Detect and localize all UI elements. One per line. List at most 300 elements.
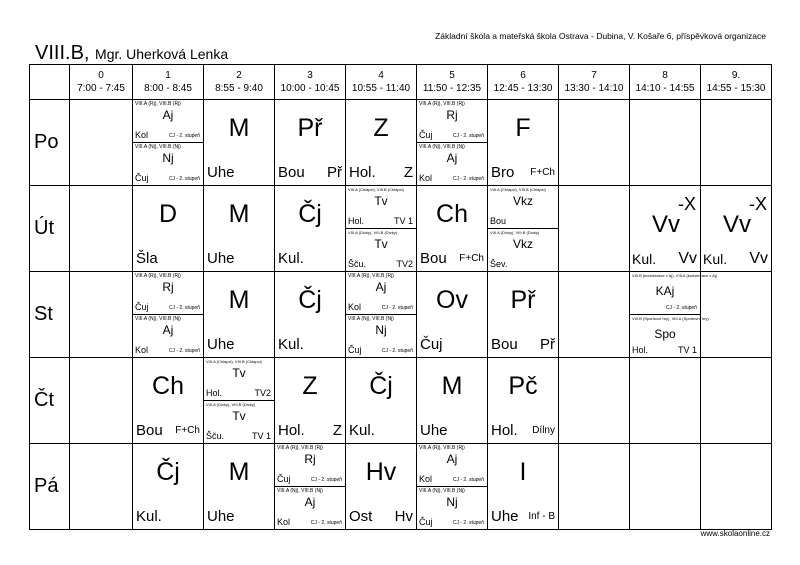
lesson-teacher: Kol — [419, 474, 433, 484]
lesson-teacher: Čuj — [419, 517, 433, 527]
lesson — [204, 100, 274, 185]
lesson-teacher: Uhe — [207, 508, 235, 525]
day-name: Po — [30, 100, 70, 186]
period-time: 13:30 - 14:10 — [564, 83, 624, 94]
lesson-group: VIII.A (Rj), VIII.B (Rj) — [277, 445, 323, 451]
period-number: 6 — [520, 70, 526, 81]
lesson-subject: M — [228, 114, 250, 142]
lesson-half — [488, 229, 558, 271]
lesson-subject: M — [441, 372, 463, 400]
period-header — [275, 65, 346, 100]
empty-lesson — [70, 100, 132, 185]
lesson-teacher: Šla — [136, 250, 158, 267]
period-number: 8 — [662, 70, 668, 81]
lesson — [417, 444, 487, 529]
lesson-subject: Př — [510, 286, 536, 314]
lesson-teacher: Čuj — [277, 474, 291, 484]
period-number: 7 — [591, 70, 597, 81]
period-time: 14:55 - 15:30 — [706, 83, 766, 94]
lesson-subject: Z — [302, 372, 318, 400]
lesson — [275, 272, 345, 357]
lesson-teacher: Bou — [491, 336, 518, 353]
lesson — [417, 358, 487, 443]
lesson-room: CJ - 2. stupeň — [168, 348, 200, 354]
lesson-subject: I — [519, 458, 527, 486]
lesson-half — [133, 143, 203, 185]
lesson-teacher: Kul. — [703, 251, 728, 267]
period-time: 14:10 - 14:55 — [635, 83, 695, 94]
timetable-cell — [417, 100, 488, 186]
timetable-cell — [701, 100, 772, 186]
lesson-half — [346, 186, 416, 229]
lesson-room: F+Ch — [459, 253, 484, 264]
lesson-room: Vv — [678, 250, 697, 267]
period-header — [559, 65, 630, 100]
timetable-cell — [417, 358, 488, 444]
lesson-teacher: Hol. — [278, 422, 305, 439]
lesson-room: CJ - 2. stupeň — [168, 133, 200, 139]
lesson-room: Hv — [394, 508, 413, 525]
timetable-cell — [204, 444, 275, 530]
timetable-cell — [417, 444, 488, 530]
lesson-teacher: Čuj — [419, 130, 433, 140]
lesson-half — [417, 444, 487, 487]
lesson — [133, 272, 203, 357]
lesson-teacher: Bou — [136, 422, 163, 439]
lesson — [701, 186, 771, 271]
lesson-subject: Př — [297, 114, 323, 142]
period-time: 10:55 - 11:40 — [351, 83, 411, 94]
lesson-teacher: Kol — [348, 302, 362, 312]
lesson-note: -X — [749, 194, 767, 214]
day-row — [30, 186, 772, 272]
timetable-cell — [346, 186, 417, 272]
period-time: 8:55 - 9:40 — [215, 83, 263, 94]
lesson-teacher: Kul. — [632, 251, 657, 267]
period-header — [204, 65, 275, 100]
lesson-half — [417, 100, 487, 143]
empty-lesson — [559, 100, 629, 185]
lesson-room: TV2 — [254, 388, 271, 398]
lesson-subject: Tv — [232, 366, 246, 380]
period-number: 0 — [98, 70, 104, 81]
lesson-half — [133, 100, 203, 143]
lesson — [204, 444, 274, 529]
timetable-cell — [346, 358, 417, 444]
lesson-group: VIII.A (Nj), VIII.B (Nj) — [135, 144, 181, 150]
lesson — [346, 100, 416, 185]
lesson — [488, 100, 558, 185]
timetable-cell — [204, 186, 275, 272]
lesson — [204, 358, 274, 443]
lesson-room: CJ - 2. stupeň — [310, 520, 342, 526]
lesson-teacher: Hol. — [632, 345, 649, 355]
lesson — [275, 358, 345, 443]
lesson-room: CJ - 2. stupeň — [168, 305, 200, 311]
day-name: Pá — [30, 444, 70, 530]
timetable-cell — [204, 358, 275, 444]
lesson-subject: Čj — [298, 200, 322, 228]
lesson-subject: KAj — [655, 284, 675, 298]
lesson-teacher: Šev. — [490, 259, 508, 269]
lesson-teacher: Kul. — [349, 422, 375, 439]
lesson-subject: Vkz — [512, 237, 533, 251]
lesson — [488, 272, 558, 357]
empty-lesson — [559, 186, 629, 271]
timetable-cell — [204, 100, 275, 186]
timetable-cell — [488, 272, 559, 358]
timetable-cell — [133, 100, 204, 186]
empty-lesson — [70, 358, 132, 443]
lesson — [488, 186, 558, 271]
lesson-subject: Vv — [722, 211, 751, 238]
lesson — [204, 186, 274, 271]
lesson-subject: Nj — [446, 495, 458, 509]
lesson — [346, 358, 416, 443]
timetable-cell — [630, 100, 701, 186]
lesson — [204, 272, 274, 357]
period-header — [70, 65, 133, 100]
lesson-group: VIII.A (Rj), VIII.B (Rj) — [348, 273, 394, 279]
lesson-note: -X — [678, 194, 696, 214]
lesson-half — [630, 315, 709, 357]
lesson — [133, 100, 203, 185]
timetable-cell — [133, 186, 204, 272]
day-name: Út — [30, 186, 70, 272]
lesson-half — [133, 272, 203, 315]
lesson-subject: Vv — [651, 211, 680, 238]
lesson — [417, 100, 487, 185]
lesson-half — [488, 186, 558, 229]
period-header — [133, 65, 204, 100]
timetable-cell — [630, 444, 701, 530]
timetable-cell — [70, 186, 133, 272]
lesson-group: VIII.A (Rj), VIII.B (Rj) — [135, 101, 181, 107]
day-row — [30, 444, 772, 530]
period-number: 1 — [165, 70, 171, 81]
lesson-subject: M — [228, 458, 250, 486]
lesson — [630, 272, 718, 357]
timetable-cell — [417, 272, 488, 358]
timetable-cell — [70, 444, 133, 530]
lesson-group: VIII.A (Rj), VIII.B (Rj) — [135, 273, 181, 279]
lesson-subject: Spo — [654, 327, 676, 341]
lesson — [275, 186, 345, 271]
empty-lesson — [630, 358, 700, 443]
timetable-cell — [204, 272, 275, 358]
lesson-subject: Čj — [298, 286, 322, 314]
period-time: 12:45 - 13:30 — [493, 83, 553, 94]
lesson — [417, 272, 487, 357]
lesson-room: CJ - 2. stupeň — [452, 133, 484, 139]
lesson-teacher: Kul. — [136, 508, 162, 525]
lesson-teacher: Bou — [420, 250, 447, 267]
lesson — [346, 444, 416, 529]
period-time: 7:00 - 7:45 — [77, 83, 125, 94]
timetable-cell — [559, 186, 630, 272]
lesson-half — [346, 315, 416, 357]
timetable-cell — [630, 186, 701, 272]
lesson-room: Dílny — [532, 425, 555, 436]
empty-lesson — [701, 272, 771, 357]
lesson-teacher: Hol. — [348, 216, 365, 226]
lesson-group: VIII.B (Sportovní hry), VIII.A (Sportovní hry) — [632, 316, 709, 321]
timetable-cell — [70, 272, 133, 358]
lesson-subject: Hv — [365, 458, 397, 486]
lesson-subject: Aj — [162, 323, 174, 337]
lesson — [488, 358, 558, 443]
lesson-teacher: Kul. — [278, 336, 304, 353]
lesson — [275, 100, 345, 185]
lesson-half — [630, 272, 718, 315]
lesson-room: CJ - 2. stupeň — [310, 477, 342, 483]
lesson-subject: Tv — [374, 237, 388, 251]
lesson — [133, 186, 203, 271]
lesson-teacher: Kul. — [278, 250, 304, 267]
timetable-cell — [275, 186, 346, 272]
empty-lesson — [559, 358, 629, 443]
lesson — [133, 358, 203, 443]
period-header — [417, 65, 488, 100]
lesson-subject: Rj — [162, 280, 174, 294]
lesson-teacher: Bou — [490, 216, 507, 226]
lesson-teacher: Uhe — [207, 250, 235, 267]
period-number: 9. — [731, 70, 741, 81]
timetable-cell — [488, 444, 559, 530]
lesson-room: CJ - 2. stupeň — [665, 305, 697, 311]
timetable-cell — [346, 100, 417, 186]
school-name: Základní škola a mateřská škola Ostrava - Dubina, V. Košaře 6, příspěvková organizace — [435, 31, 766, 41]
lesson-group: VIII.A (Dívky), VIII.B (Dívky) — [348, 230, 398, 235]
lesson-teacher: Bro — [491, 164, 515, 181]
lesson-room: CJ - 2. stupeň — [452, 520, 484, 526]
lesson-room: Př — [540, 336, 555, 353]
timetable-cell — [70, 358, 133, 444]
period-number: 2 — [236, 70, 242, 81]
class-name: VIII.B, — [35, 42, 90, 64]
lesson-subject: Čj — [369, 372, 393, 400]
lesson-half — [417, 143, 487, 185]
lesson-teacher: Hol. — [491, 422, 518, 439]
lesson-subject: Rj — [446, 108, 458, 122]
timetable-cell — [559, 100, 630, 186]
lesson-room: CJ - 2. stupeň — [452, 176, 484, 182]
lesson-subject: Ch — [436, 200, 468, 228]
timetable-cell — [133, 358, 204, 444]
lesson-group: VIII.A (Dívky), VIII.B (Dívky) — [490, 230, 540, 235]
lesson-subject: Rj — [304, 452, 316, 466]
timetable — [29, 64, 772, 530]
lesson-half — [417, 487, 487, 529]
lesson-subject: Čj — [156, 458, 180, 486]
lesson-half — [204, 401, 274, 443]
lesson-teacher: Kol — [135, 130, 149, 140]
corner-cell — [30, 65, 70, 100]
empty-lesson — [559, 272, 629, 357]
lesson-room: TV 1 — [677, 345, 697, 355]
timetable-cell — [488, 100, 559, 186]
lesson-teacher: Čuj — [420, 336, 443, 353]
lesson-teacher: Uhe — [420, 422, 448, 439]
lesson-teacher: Uhe — [207, 164, 235, 181]
lesson-subject: D — [158, 200, 178, 228]
lesson-subject: Aj — [162, 108, 174, 122]
lesson-half — [204, 358, 274, 401]
lesson-subject: Aj — [375, 280, 387, 294]
period-number: 3 — [307, 70, 313, 81]
timetable-cell — [417, 186, 488, 272]
period-header-row — [30, 65, 772, 100]
class-teacher: Mgr. Uherková Lenka — [95, 46, 229, 62]
timetable-cell — [630, 272, 718, 358]
period-time: 8:00 - 8:45 — [144, 83, 192, 94]
lesson-group: VIII.A (Rj), VIII.B (Rj) — [419, 101, 465, 107]
lesson-teacher: Šču. — [348, 259, 367, 269]
lesson-room: Z — [403, 164, 413, 181]
lesson-half — [275, 487, 345, 529]
timetable-cell — [559, 272, 630, 358]
lesson-half — [275, 444, 345, 487]
timetable-cell — [488, 358, 559, 444]
period-time: 10:00 - 10:45 — [280, 83, 340, 94]
lesson-subject: Tv — [374, 194, 388, 208]
lesson-group: VIII.A (Nj), VIII.B (Nj) — [348, 316, 394, 322]
timetable-cell — [275, 100, 346, 186]
empty-lesson — [70, 444, 132, 529]
day-row — [30, 272, 772, 358]
timetable-cell — [133, 444, 204, 530]
timetable-cell — [630, 358, 701, 444]
lesson-teacher: Hol. — [206, 388, 223, 398]
lesson-group: VIII.A (Rj), VIII.B (Rj) — [419, 445, 465, 451]
lesson-room: CJ - 2. stupeň — [381, 348, 413, 354]
lesson-half — [346, 229, 416, 271]
lesson-room: F+Ch — [175, 425, 200, 436]
lesson-room: F+Ch — [530, 167, 555, 178]
empty-lesson — [701, 100, 771, 185]
lesson-room: Inf - B — [528, 511, 555, 522]
timetable-cell — [701, 444, 772, 530]
timetable-cell — [275, 444, 346, 530]
lesson-room: Z — [332, 422, 342, 439]
lesson-room: CJ - 2. stupeň — [381, 305, 413, 311]
lesson-teacher: Hol. — [349, 164, 376, 181]
empty-lesson — [630, 444, 700, 529]
period-header — [701, 65, 772, 100]
lesson-group: VIII.A (Nj), VIII.B (Nj) — [135, 316, 181, 322]
lesson-group: VIII.A (Dívky), VIII.B (Dívky) — [206, 402, 256, 407]
timetable-cell — [275, 272, 346, 358]
empty-lesson — [559, 444, 629, 529]
lesson-group: VIII.A (Chlapci), VIII.B (Chlapci) — [490, 187, 546, 192]
lesson-half — [133, 315, 203, 357]
lesson-teacher: Kol — [277, 517, 291, 527]
lesson-teacher: Čuj — [135, 173, 149, 183]
lesson-group: VIII.A (Chlapci), VIII.B (Chlapci) — [206, 359, 262, 364]
period-number: 5 — [449, 70, 455, 81]
lesson-group: VIII.A (Chlapci), VIII.B (Chlapci) — [348, 187, 404, 192]
timetable-cell — [346, 444, 417, 530]
lesson — [346, 186, 416, 271]
lesson-subject: Ov — [436, 286, 468, 314]
period-header — [346, 65, 417, 100]
lesson-teacher: Čuj — [348, 345, 362, 355]
lesson-subject: M — [228, 286, 250, 314]
empty-lesson — [630, 100, 700, 185]
lesson-group: VIII.B (konverzace v Aj), VIII.A (konverzace v Aj) — [632, 273, 718, 278]
lesson-room: TV2 — [396, 259, 413, 269]
footer-link[interactable]: www.skolaonline.cz — [700, 529, 770, 538]
lesson — [488, 444, 558, 529]
lesson-subject: Z — [373, 114, 389, 142]
lesson-room: CJ - 2. stupeň — [168, 176, 200, 182]
lesson — [417, 186, 487, 271]
day-name: St — [30, 272, 70, 358]
lesson-subject: Aj — [304, 495, 316, 509]
lesson-teacher: Uhe — [207, 336, 235, 353]
lesson-subject: F — [515, 114, 531, 142]
lesson-subject: Aj — [446, 151, 458, 165]
lesson-teacher: Ost — [349, 508, 373, 525]
lesson — [275, 444, 345, 529]
lesson-teacher: Bou — [278, 164, 305, 181]
lesson-teacher: Uhe — [491, 508, 519, 525]
day-name: Čt — [30, 358, 70, 444]
lesson-subject: Nj — [375, 323, 387, 337]
lesson-teacher: Kol — [419, 173, 433, 183]
day-row — [30, 358, 772, 444]
lesson-subject: Aj — [446, 452, 458, 466]
lesson-subject: Ch — [152, 372, 184, 400]
timetable-title — [35, 42, 228, 65]
lesson-room: CJ - 2. stupeň — [452, 477, 484, 483]
lesson — [630, 186, 700, 271]
empty-lesson — [70, 186, 132, 271]
lesson-group: VIII.A (Nj), VIII.B (Nj) — [419, 488, 465, 494]
lesson-teacher: Šču. — [206, 431, 225, 441]
timetable-cell — [275, 358, 346, 444]
timetable-cell — [559, 444, 630, 530]
lesson — [346, 272, 416, 357]
day-row — [30, 100, 772, 186]
empty-lesson — [70, 272, 132, 357]
timetable-cell — [346, 272, 417, 358]
lesson-subject: Tv — [232, 409, 246, 423]
lesson-subject: Vkz — [512, 194, 533, 208]
lesson-teacher: Čuj — [135, 302, 149, 312]
timetable-cell — [70, 100, 133, 186]
period-header — [630, 65, 701, 100]
period-header — [488, 65, 559, 100]
lesson-subject: M — [228, 200, 250, 228]
lesson-room: TV 1 — [251, 431, 271, 441]
timetable-cell — [701, 358, 772, 444]
lesson-group: VIII.A (Nj), VIII.B (Nj) — [277, 488, 323, 494]
period-number: 4 — [378, 70, 384, 81]
empty-lesson — [701, 358, 771, 443]
timetable-cell — [133, 272, 204, 358]
lesson-subject: Pč — [508, 372, 538, 400]
period-time: 11:50 - 12:35 — [422, 83, 482, 94]
timetable-cell — [488, 186, 559, 272]
lesson-half — [346, 272, 416, 315]
lesson-room: TV 1 — [393, 216, 413, 226]
lesson-room: Vv — [749, 250, 768, 267]
lesson-group: VIII.A (Nj), VIII.B (Nj) — [419, 144, 465, 150]
timetable-cell — [701, 272, 772, 358]
timetable-cell — [701, 186, 772, 272]
lesson-teacher: Kol — [135, 345, 149, 355]
